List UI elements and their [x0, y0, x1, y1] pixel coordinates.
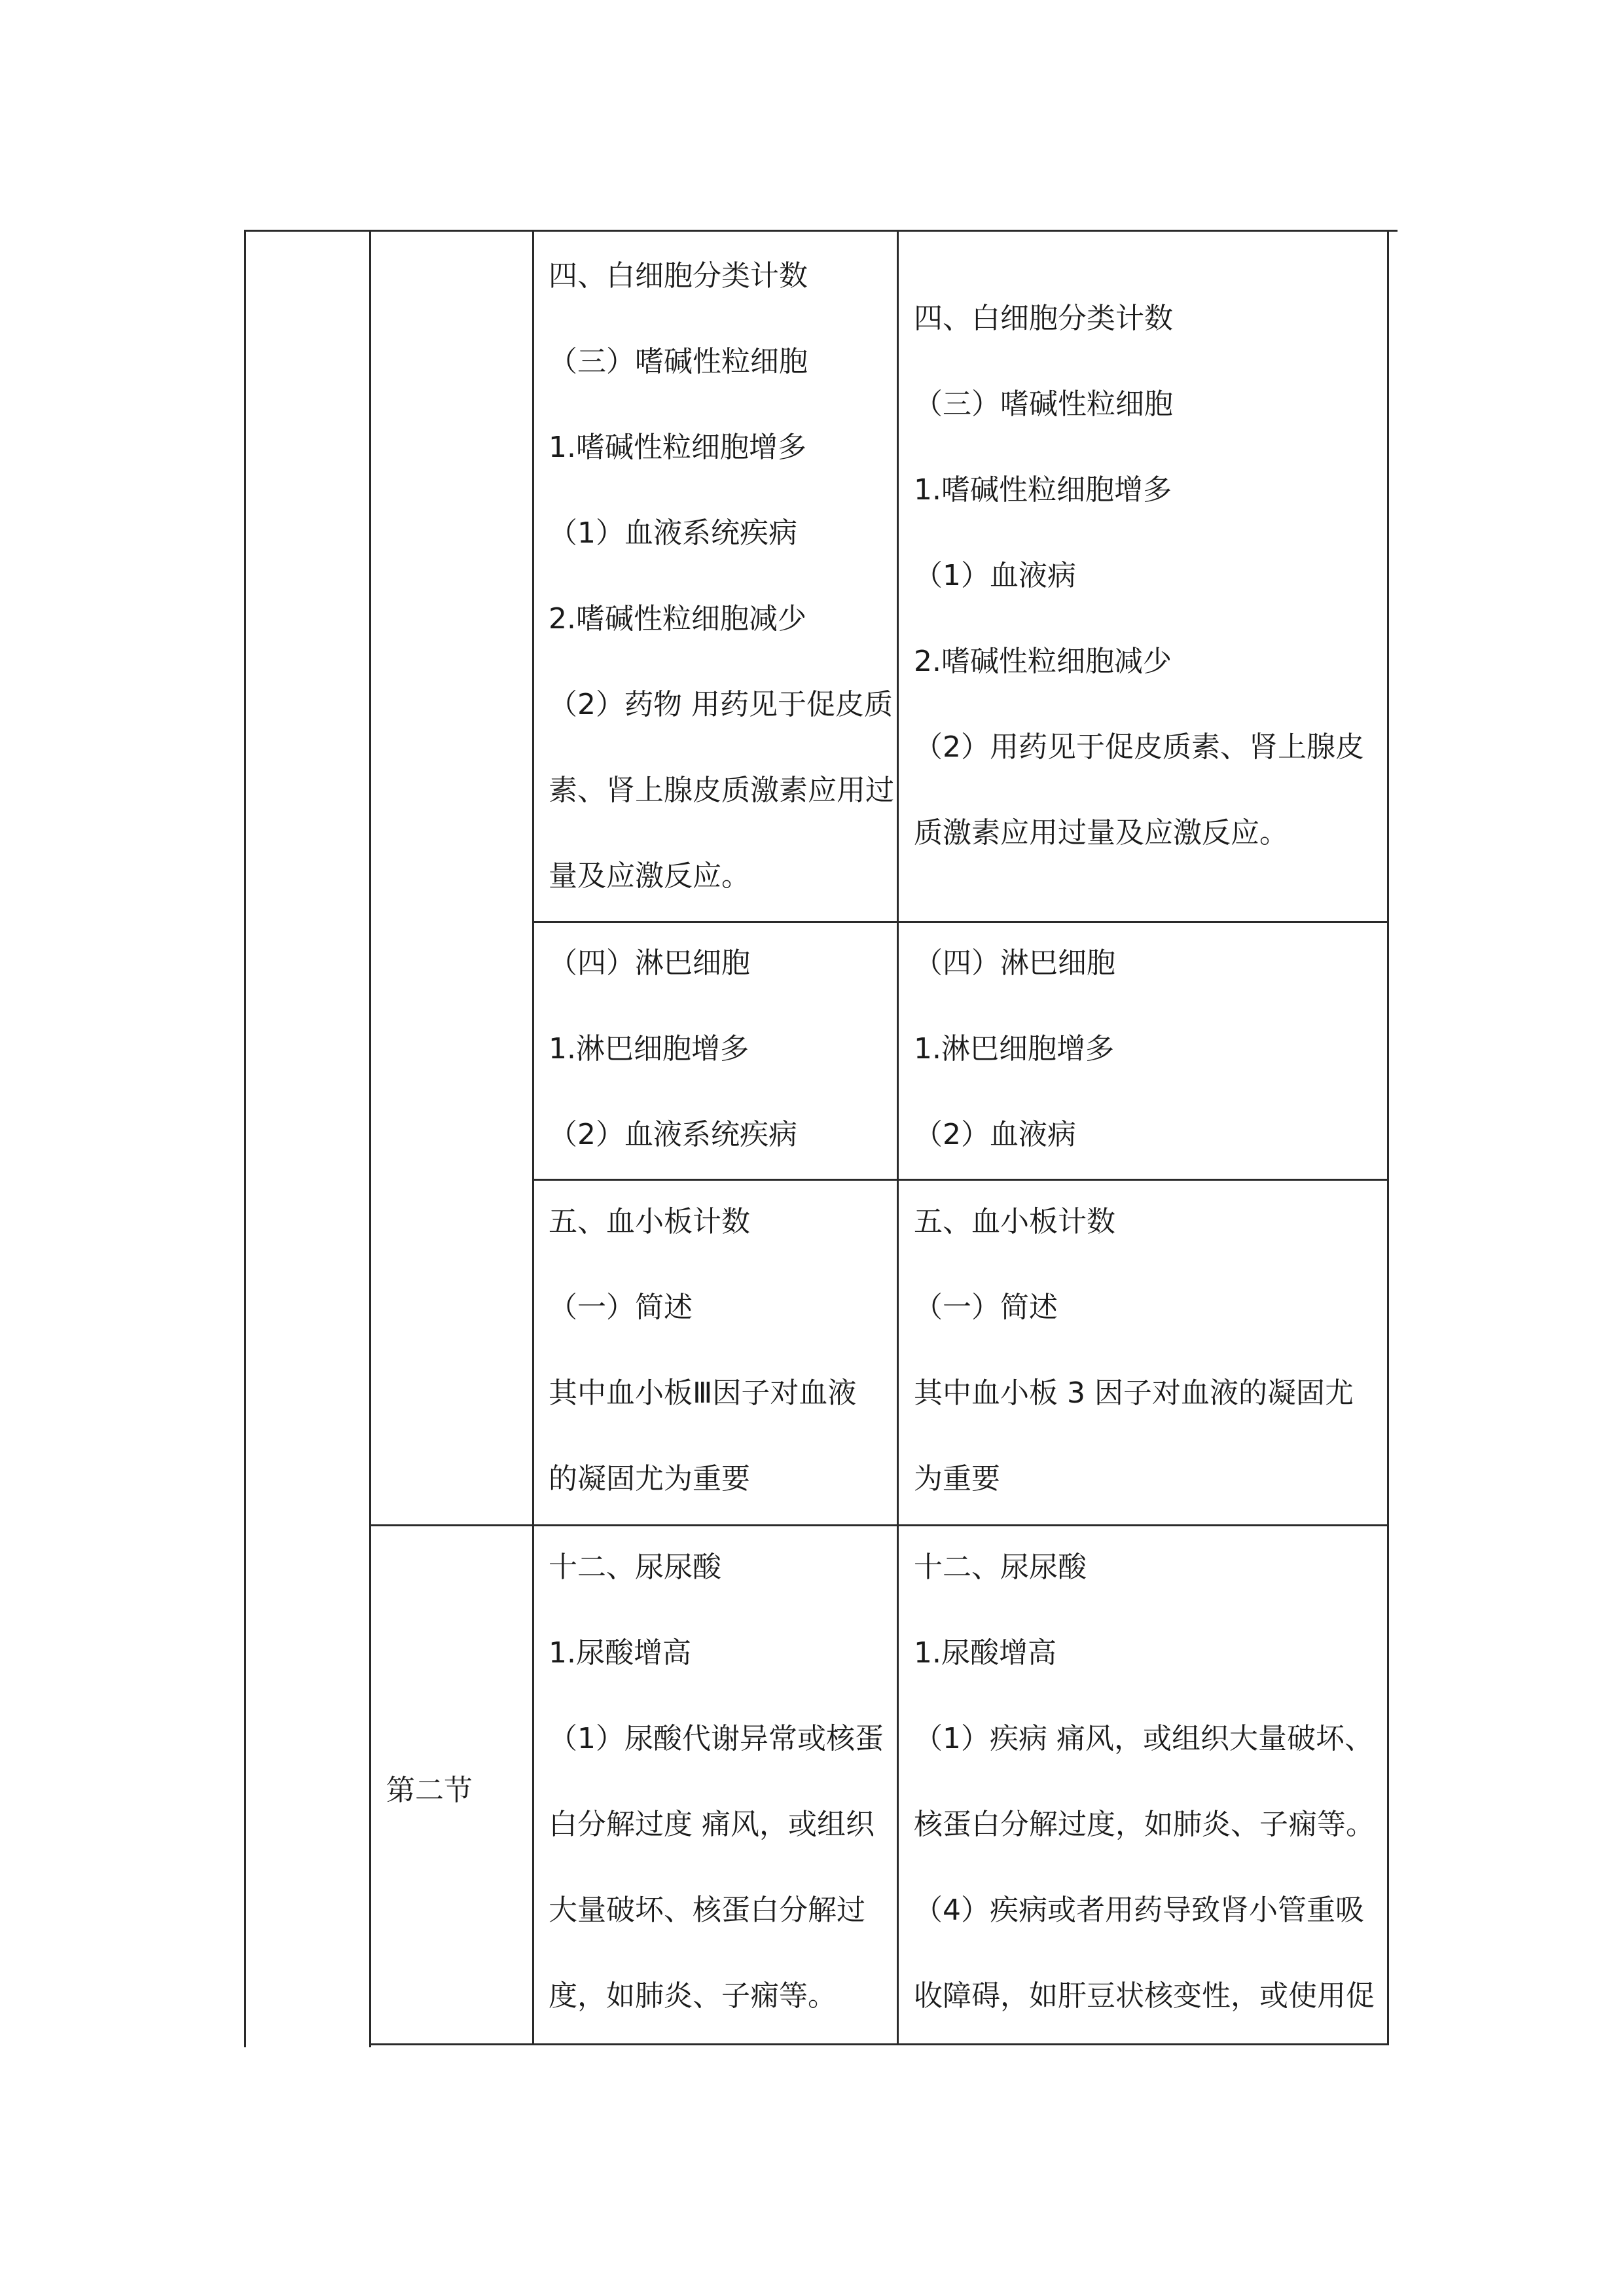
- row1-right-line: （1）血液病: [914, 559, 1076, 592]
- table-border-left: [244, 230, 246, 2047]
- row4-left-line: 白分解过度 痛风，或组织: [549, 1808, 875, 1841]
- table-top-border: [244, 230, 1398, 232]
- row1-right-line: 2.嗜碱性粒细胞减少: [914, 645, 1172, 678]
- row4-left-line: 度，如肺炎、子痫等。: [549, 1979, 837, 2013]
- row1-right-line: 1.嗜碱性粒细胞增多: [914, 473, 1172, 507]
- row2-left-line: 1.淋巴细胞增多: [549, 1032, 749, 1066]
- row1-left-line: 素、肾上腺皮质激素应用过: [549, 774, 894, 807]
- row4-left-cell: [549, 1524, 889, 2039]
- row4-right-line: （4）疾病或者用药导致肾小管重吸: [914, 1893, 1364, 1927]
- row2-left-line: （四）淋巴细胞: [549, 946, 750, 980]
- table-bottom-border: [369, 2043, 1389, 2045]
- row2-left-cell: [549, 920, 889, 1177]
- row2-right-line: （四）淋巴细胞: [914, 946, 1115, 980]
- row2-right-line: （2）血液病: [914, 1118, 1076, 1151]
- table-column-divider-3: [897, 230, 899, 2045]
- row1-right-line: 质激素应用过量及应激反应。: [914, 816, 1288, 850]
- row3-right-line: 为重要: [914, 1462, 1000, 1496]
- row3-left-cell: [549, 1179, 889, 1522]
- row2-right-line: 1.淋巴细胞增多: [914, 1032, 1114, 1066]
- row3-right-line: 五、血小板计数: [914, 1205, 1115, 1238]
- row4-left-line: （1）尿酸代谢异常或核蛋: [549, 1722, 884, 1755]
- row3-left-line: （一）简述: [549, 1291, 693, 1324]
- row4-right-line: 收障碍，如肝豆状核变性，或使用促: [914, 1979, 1375, 2013]
- row3-right-cell: [914, 1179, 1382, 1522]
- row2-right-cell: [914, 920, 1382, 1177]
- section-label: 第二节: [386, 1774, 473, 1807]
- row1-left-line: （三）嗜碱性粒细胞: [549, 345, 808, 378]
- row1-right-cell: [914, 276, 1382, 876]
- row1-left-line: 1.嗜碱性粒细胞增多: [549, 431, 806, 464]
- row1-right-line: 四、白细胞分类计数: [914, 302, 1173, 335]
- row1-right-line: （2）用药见于促皮质素、肾上腺皮: [914, 730, 1364, 764]
- row1-right-line: （三）嗜碱性粒细胞: [914, 387, 1173, 421]
- row1-left-line: 量及应激反应。: [549, 859, 750, 893]
- row3-left-line: 其中血小板Ⅲ因子对血液: [549, 1376, 857, 1410]
- row4-right-line: （1）疾病 痛风，或组织大量破坏、: [914, 1722, 1373, 1755]
- row2-left-line: （2）血液系统疾病: [549, 1118, 797, 1151]
- row1-left-line: 四、白细胞分类计数: [549, 259, 808, 293]
- row3-right-line: （一）简述: [914, 1291, 1058, 1324]
- row4-right-line: 十二、尿尿酸: [914, 1551, 1087, 1584]
- table-column-divider-1: [369, 230, 371, 2047]
- table-border-right: [1387, 230, 1389, 2045]
- row4-left-line: 1.尿酸增高: [549, 1636, 691, 1670]
- row1-left-line: （2）药物 用药见于促皮质: [549, 688, 893, 721]
- row1-left-line: （1）血液系统疾病: [549, 516, 797, 550]
- row3-left-line: 的凝固尤为重要: [549, 1462, 750, 1496]
- row1-left-cell: [549, 233, 894, 919]
- row3-left-line: 五、血小板计数: [549, 1205, 750, 1238]
- row4-left-line: 十二、尿尿酸: [549, 1551, 721, 1584]
- row4-left-line: 大量破坏、核蛋白分解过: [549, 1893, 865, 1927]
- row4-right-line: 1.尿酸增高: [914, 1636, 1056, 1670]
- row4-right-cell: [914, 1524, 1382, 2039]
- table-column-divider-2: [532, 230, 534, 2045]
- row3-right-line: 其中血小板 3 因子对血液的凝固尤: [914, 1376, 1354, 1410]
- row4-right-line: 核蛋白分解过度，如肺炎、子痫等。: [914, 1808, 1375, 1841]
- row1-left-line: 2.嗜碱性粒细胞减少: [549, 602, 806, 636]
